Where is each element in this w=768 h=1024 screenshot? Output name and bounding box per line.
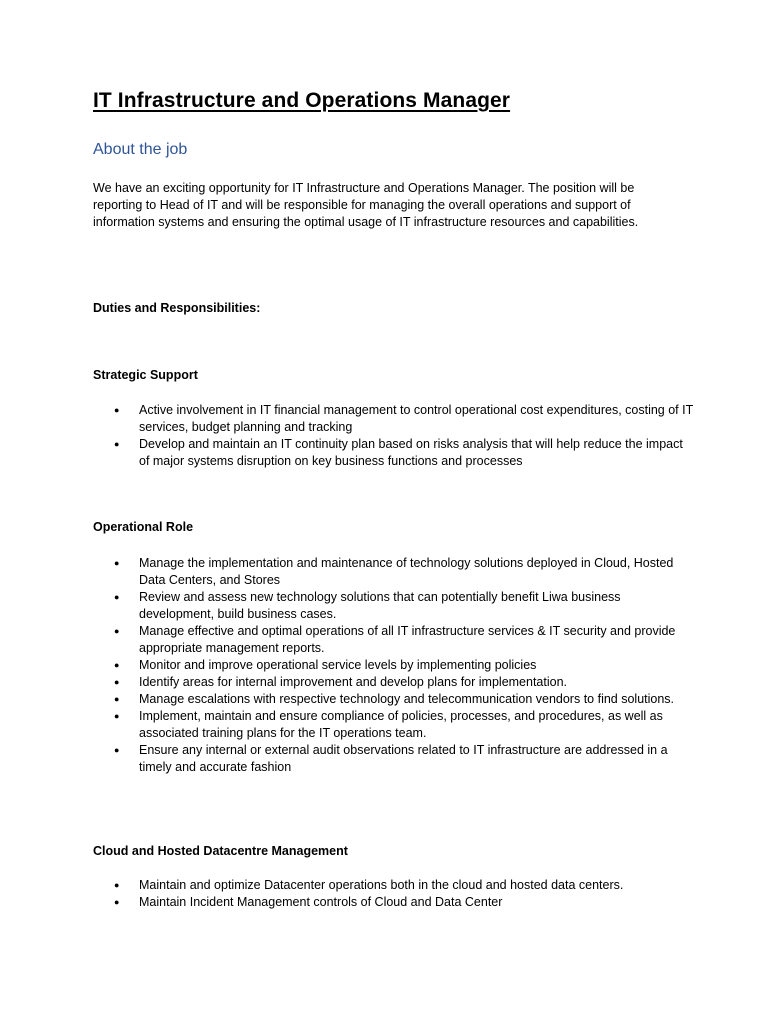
operational-role-list (93, 555, 693, 776)
bullet-icon: ● (114, 745, 120, 755)
intro-paragraph: We have an exciting opportunity for IT Infrastructure and Operations Manager. The position will be reporting to Head of IT and will be responsible for managing the overall operations and support of information systems and ensuring the optimal usage of IT infrastructure resources and capabilities. (93, 181, 639, 229)
bullet-icon: ● (114, 439, 120, 449)
bullet-icon: ● (114, 558, 120, 568)
list-item (93, 894, 693, 911)
list-item-text: Manage the implementation and maintenance of technology solutions deployed in Cloud, Hosted Data Centers, and Stores (139, 556, 674, 587)
bullet-icon: ● (114, 677, 120, 687)
list-item-text: Ensure any internal or external audit observations related to IT infrastructure are addressed in a timely and accurate fashion (139, 743, 668, 774)
list-item-text: Maintain and optimize Datacenter operations both in the cloud and hosted data centers. (139, 878, 624, 892)
bullet-icon: ● (114, 660, 120, 670)
list-item (93, 589, 693, 623)
list-item-text: Manage effective and optimal operations of all IT infrastructure services & IT security and provide appropriate management reports. (139, 624, 676, 655)
list-item-text: Review and assess new technology solutions that can potentially benefit Liwa business development, build business cases. (139, 590, 621, 621)
list-item-text: Identify areas for internal improvement and develop plans for implementation. (139, 675, 568, 689)
list-item (93, 623, 693, 657)
list-item-text: Manage escalations with respective technology and telecommunication vendors to find solutions. (139, 692, 675, 706)
section-heading-strategic-support: Strategic Support (93, 368, 198, 382)
bullet-icon: ● (114, 694, 120, 704)
list-item (93, 691, 693, 708)
list-item-text: Active involvement in IT financial management to control operational cost expenditures, costing of IT services, budget planning and tracking (139, 403, 694, 434)
list-item (93, 657, 693, 674)
list-item (93, 877, 693, 894)
bullet-icon: ● (114, 711, 120, 721)
section-heading-operational-role: Operational Role (93, 520, 194, 534)
list-item (93, 555, 693, 589)
list-item (93, 674, 693, 691)
list-item-text: Maintain Incident Management controls of Cloud and Data Center (139, 895, 503, 909)
list-item-text: Monitor and improve operational service levels by implementing policies (139, 658, 537, 672)
bullet-icon: ● (114, 880, 120, 890)
bullet-icon: ● (114, 405, 120, 415)
bullet-icon: ● (114, 626, 120, 636)
list-item (93, 436, 693, 470)
page-title: IT Infrastructure and Operations Manager (93, 89, 511, 112)
cloud-datacentre-list (93, 877, 693, 911)
about-heading: About the job (93, 141, 188, 158)
strategic-support-list (93, 402, 693, 470)
duties-heading: Duties and Responsibilities: (93, 301, 261, 315)
bullet-icon: ● (114, 592, 120, 602)
list-item-text: Implement, maintain and ensure compliance of policies, processes, and procedures, as well as associated training plans for the IT operations team. (139, 709, 663, 740)
list-item (93, 708, 693, 742)
list-item (93, 402, 693, 436)
bullet-icon: ● (114, 897, 120, 907)
list-item (93, 742, 693, 776)
list-item-text: Develop and maintain an IT continuity plan based on risks analysis that will help reduce the impact of major systems disruption on key business functions and processes (139, 437, 683, 468)
section-heading-cloud-datacentre: Cloud and Hosted Datacentre Management (93, 844, 348, 858)
